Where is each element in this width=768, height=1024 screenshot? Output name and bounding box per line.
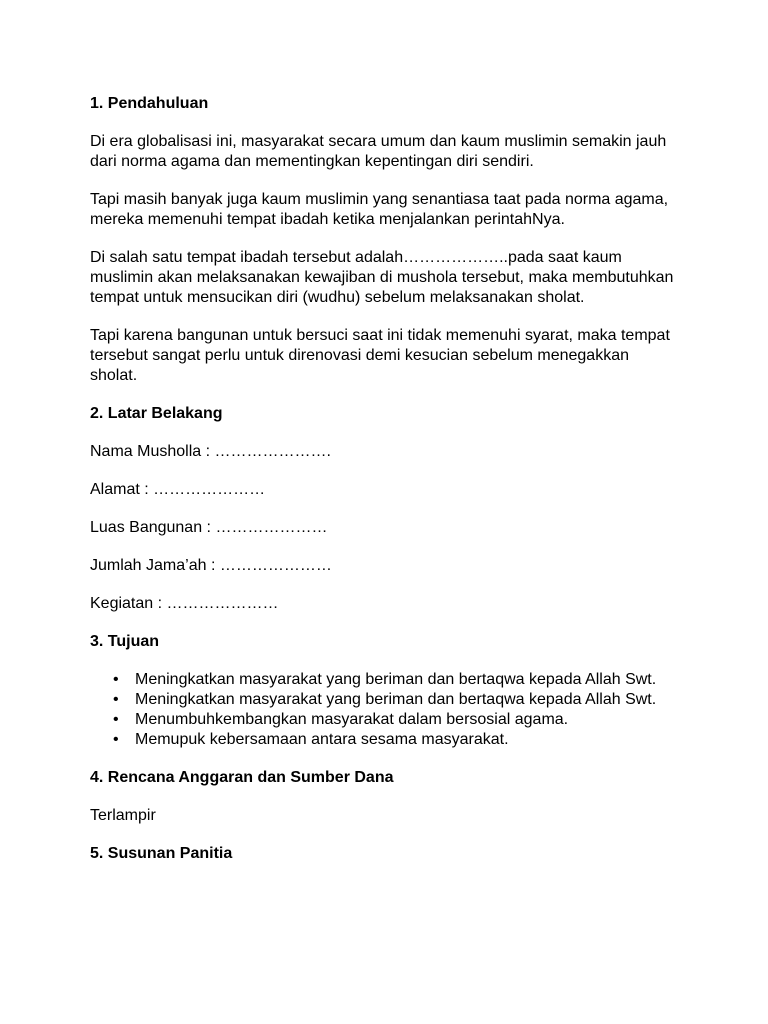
section-heading-susunan-panitia: 5. Susunan Panitia bbox=[90, 845, 233, 862]
bullet-icon: • bbox=[113, 711, 119, 728]
paragraph-terlampir: Terlampir bbox=[90, 807, 156, 824]
paragraph: Tapi karena bangunan untuk bersuci saat ini tidak memenuhi syarat, maka tempat tersebut sangat perlu untuk direnovasi demi kesucian sebelum menegakkan sholat. bbox=[90, 327, 670, 384]
tujuan-list bbox=[90, 670, 675, 750]
bullet-icon: • bbox=[113, 691, 119, 708]
list-item-text: Menumbuhkembangkan masyarakat dalam bersosial agama. bbox=[135, 711, 569, 728]
section-heading-pendahuluan: 1. Pendahuluan bbox=[90, 95, 209, 112]
list-item-text: Meningkatkan masyarakat yang beriman dan bertaqwa kepada Allah Swt. bbox=[135, 691, 657, 708]
section-heading-tujuan: 3. Tujuan bbox=[90, 633, 160, 650]
list-item bbox=[113, 670, 675, 690]
list-item bbox=[113, 690, 675, 710]
field-kegiatan: Kegiatan : ………………… bbox=[90, 595, 279, 612]
section-heading-latar-belakang: 2. Latar Belakang bbox=[90, 405, 223, 422]
field-nama-musholla: Nama Musholla : …………………. bbox=[90, 443, 331, 460]
list-item bbox=[113, 710, 675, 730]
list-item bbox=[113, 730, 675, 750]
field-luas-bangunan: Luas Bangunan : ………………… bbox=[90, 519, 328, 536]
paragraph: Tapi masih banyak juga kaum muslimin yang senantiasa taat pada norma agama, mereka memenuhi tempat ibadah ketika menjalankan perintahNya. bbox=[90, 191, 669, 228]
list-item-text: Memupuk kebersamaan antara sesama masyarakat. bbox=[135, 731, 509, 748]
list-item-text: Meningkatkan masyarakat yang beriman dan bertaqwa kepada Allah Swt. bbox=[135, 671, 657, 688]
bullet-icon: • bbox=[113, 731, 119, 748]
bullet-icon: • bbox=[113, 671, 119, 688]
field-jumlah-jamaah: Jumlah Jama’ah : ………………… bbox=[90, 557, 332, 574]
section-heading-rencana-anggaran: 4. Rencana Anggaran dan Sumber Dana bbox=[90, 769, 394, 786]
field-alamat: Alamat : ………………… bbox=[90, 481, 266, 498]
paragraph: Di salah satu tempat ibadah tersebut adalah………………..pada saat kaum muslimin akan melaksanakan kewajiban di mushola tersebut, maka membutuhkan tempat untuk mensucikan diri (wudhu) sebelum melaksanakan sholat. bbox=[90, 249, 674, 306]
paragraph: Di era globalisasi ini, masyarakat secara umum dan kaum muslimin semakin jauh dari norma agama dan mementingkan kepentingan diri sendiri. bbox=[90, 133, 667, 170]
